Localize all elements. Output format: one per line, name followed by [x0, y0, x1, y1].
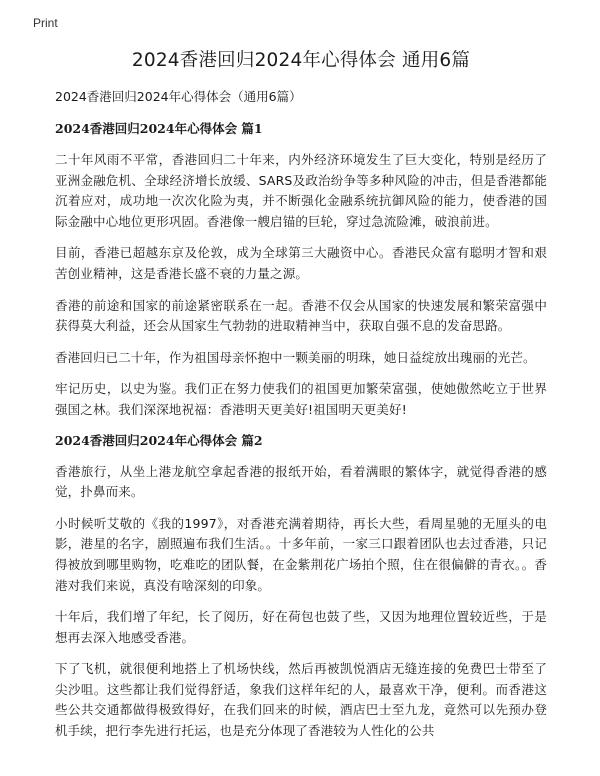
- print-link[interactable]: Print: [33, 16, 58, 30]
- document-subtitle: 2024香港回归2024年心得体会（通用6篇）: [55, 89, 302, 104]
- section-2: [55, 432, 547, 742]
- paragraph: 十年后，我们增了年纪，长了阅历，好在荷包也鼓了些，又因为地理位置较近些，于是想再去深入地感受香港。: [55, 609, 547, 645]
- paragraph: 二十年风雨不平常，香港回归二十年来，内外经济环境发生了巨大变化，特别是经历了亚洲金融危机、全球经济增长放缓、SARS及政治纷争等多种风险的冲击，但是香港都能沉着应对，成功地一次次化险为夷，并不断强化金融系统抗御风险的能力，使香港的国际金融中心地位更形巩固。香港像一艘启锚的巨轮，穿过急流险滩，破浪前进。: [55, 152, 547, 229]
- page-title: 2024香港回归2024年心得体会 通用6篇: [131, 50, 471, 71]
- paragraph: 香港的前途和国家的前途紧密联系在一起。香港不仅会从国家的快速发展和繁荣富强中获得莫大利益，还会从国家生气勃勃的进取精神当中，获取自强不息的发奋思路。: [55, 297, 547, 334]
- paragraph: 牢记历史，以史为鉴。我们正在努力使我们的祖国更加繁荣富强，使她傲然屹立于世界强国之林。我们深深地祝福：香港明天更美好!祖国明天更美好!: [55, 381, 547, 417]
- paragraph: 香港回归已二十年，作为祖国母亲怀抱中一颗美丽的明珠，她日益绽放出瑰丽的光芒。: [55, 349, 536, 365]
- paragraph: 香港旅行，从坐上港龙航空拿起香港的报纸开始，看着满眼的繁体字，就觉得香港的感觉，扑鼻而来。: [55, 463, 547, 500]
- paragraph: 目前，香港已超越东京及伦敦，成为全球第三大融资中心。香港民众富有聪明才智和艰苦创业精神，这是香港长盛不衰的力量之源。: [55, 245, 547, 281]
- paragraph: 下了飞机，就很便利地搭上了机场快线，然后再被凯悦酒店无缝连接的免费巴士带至了尖沙咀。这些都让我们觉得舒适，象我们这样年纪的人，最喜欢干净，便利。而香港这些公共交通都做得极致得好，在我们回来的时候，酒店巴士至九龙，竟然可以先预办登机手续，把行李先进行托运，也是充分体现了香港较为人性化的公共: [55, 661, 547, 739]
- document-body: [55, 48, 547, 753]
- section-heading: 2024香港回归2024年心得体会 篇2: [55, 432, 263, 448]
- section-heading: 2024香港回归2024年心得体会 篇1: [55, 121, 263, 136]
- section-1: [55, 120, 547, 421]
- paragraph: 小时候听艾敬的《我的1997》，对香港充满着期待，再长大些，看周星驰的无厘头的电影，港星的名字，剧照遍布我们生活。。十多年前，一家三口跟着团队也去过香港，只记得被放到哪里购物，吃难吃的团队餐，在金紫荆花广场拍个照，住在很偏僻的青衣。。香港对我们来说，真没有啥深刻的印象。: [55, 515, 547, 593]
